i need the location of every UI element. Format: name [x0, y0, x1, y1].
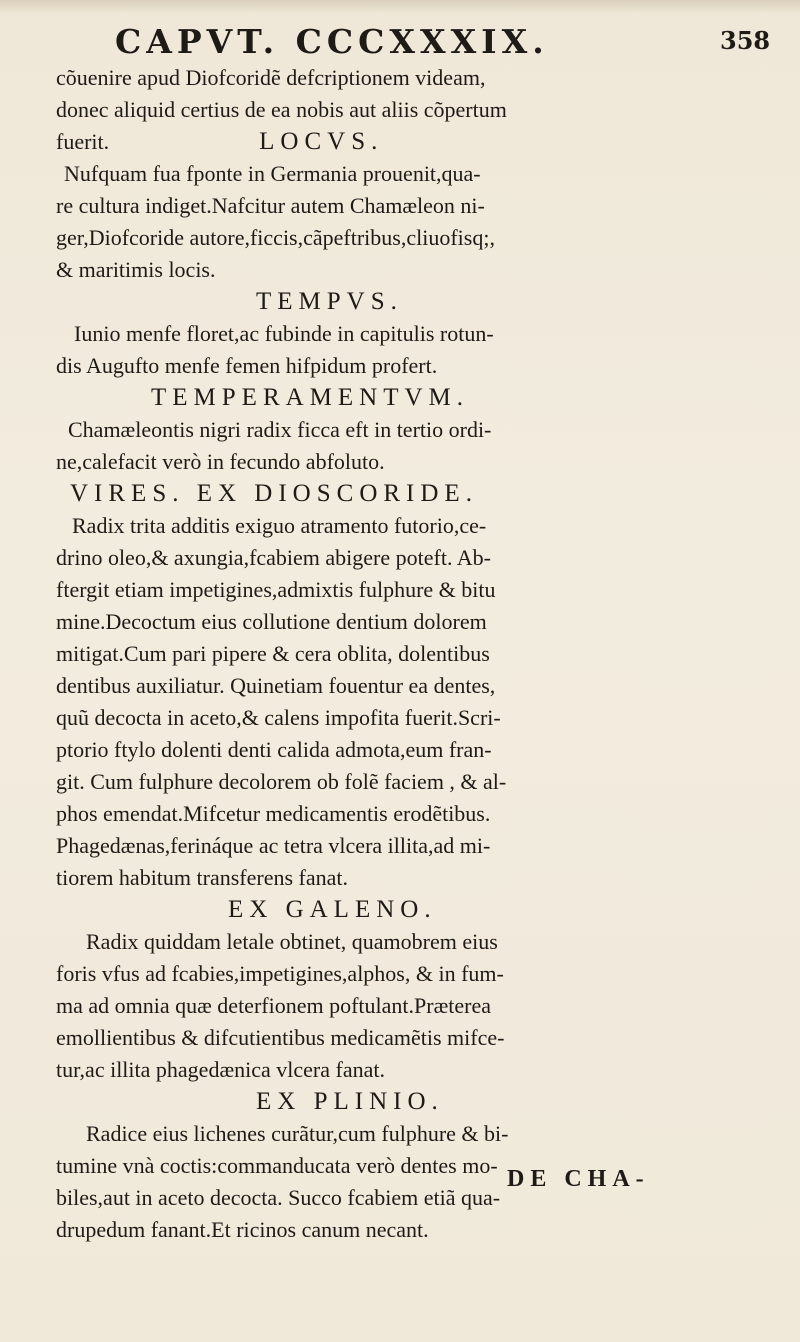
text-line: git. Cum fulphure decolorem ob folẽ faciem , & al- — [56, 769, 507, 794]
text-line: quũ decocta in aceto,& calens impofita fuerit.Scri- — [56, 705, 501, 730]
text-line: Radice eius lichenes curãtur,cum fulphure & bi- — [86, 1121, 509, 1146]
text-line: ma ad omnia quæ deterfionem poftulant.Præterea — [56, 993, 491, 1018]
page-top-shadow — [0, 0, 800, 14]
text-line: mitigat.Cum pari pipere & cera oblita, dolentibus — [56, 641, 490, 666]
page-header — [0, 20, 800, 60]
text-line: ftergit etiam impetigines,admixtis fulphure & bitu — [56, 577, 496, 602]
text-line: Radix quiddam letale obtinet, quamobrem eius — [86, 929, 498, 954]
section-heading-inline: LOCVS. — [259, 128, 384, 155]
text-line: re cultura indiget.Nafcitur autem Chamæleon ni- — [56, 193, 485, 218]
text-line: Iunio menfe floret,ac fubinde in capitulis rotun- — [74, 321, 494, 346]
text-line: cõuenire apud Diofcoridẽ defcriptionem videam, — [56, 65, 486, 90]
text-line: tumine vnà coctis:commanducata verò dentes mo- — [56, 1153, 498, 1178]
text-line: ne,calefacit verò in fecundo abfoluto. — [56, 449, 385, 474]
text-line: donec aliquid certius de ea nobis aut aliis cõpertum — [56, 97, 507, 122]
running-title: CAPVT. CCCXXXIX. — [115, 22, 549, 61]
text-line: Chamæleontis nigri radix ficca eft in tertio ordi- — [68, 417, 492, 442]
main-text-block — [56, 62, 626, 1246]
text-line: Nufquam fua fponte in Germania prouenit,qua- — [64, 161, 481, 186]
folio-number: 358 — [720, 26, 771, 55]
section-heading: EX GALENO. — [228, 896, 437, 923]
text-line: Radix trita additis exiguo atramento futorio,ce- — [72, 513, 487, 538]
section-heading: EX PLINIO. — [256, 1088, 444, 1115]
text-line: & maritimis locis. — [56, 257, 216, 282]
text-line: foris vfus ad fcabies,impetigines,alphos, & in fum- — [56, 961, 504, 986]
catchword: DE CHA- — [507, 1166, 650, 1192]
text-line: tiorem habitum transferens fanat. — [56, 865, 349, 890]
text-line: ptorio ftylo dolenti denti calida admota,eum fran- — [56, 737, 492, 762]
text-line: dentibus auxiliatur. Quinetiam fouentur ea dentes, — [56, 673, 496, 698]
section-heading: TEMPVS. — [256, 288, 403, 315]
section-heading: VIRES. EX DIOSCORIDE. — [70, 480, 478, 507]
text-line: drino oleo,& axungia,fcabiem abigere poteft. Ab- — [56, 545, 491, 570]
text-line: fuerit. LOCVS. — [56, 128, 384, 155]
text-line: tur,ac illita phagedænica vlcera fanat. — [56, 1057, 385, 1082]
text-line: mine.Decoctum eius collutione dentium dolorem — [56, 609, 487, 634]
text-line: Phagedænas,ferináque ac tetra vlcera illita,ad mi- — [56, 833, 491, 858]
text-line: phos emendat.Mifcetur medicamentis erodẽtibus. — [56, 801, 491, 826]
section-heading: TEMPERAMENTVM. — [151, 384, 470, 411]
text-line: ger,Diofcoride autore,ficcis,cãpeftribus,cliuofisq;, — [56, 225, 495, 250]
text-line: drupedum fanant.Et ricinos canum necant. — [56, 1217, 429, 1242]
text-line: emollientibus & difcutientibus medicamẽtis mifce- — [56, 1025, 505, 1050]
text-line: biles,aut in aceto decocta. Succo fcabiem etiã qua- — [56, 1185, 501, 1210]
text-line: dis Augufto menfe femen hifpidum profert. — [56, 353, 438, 378]
